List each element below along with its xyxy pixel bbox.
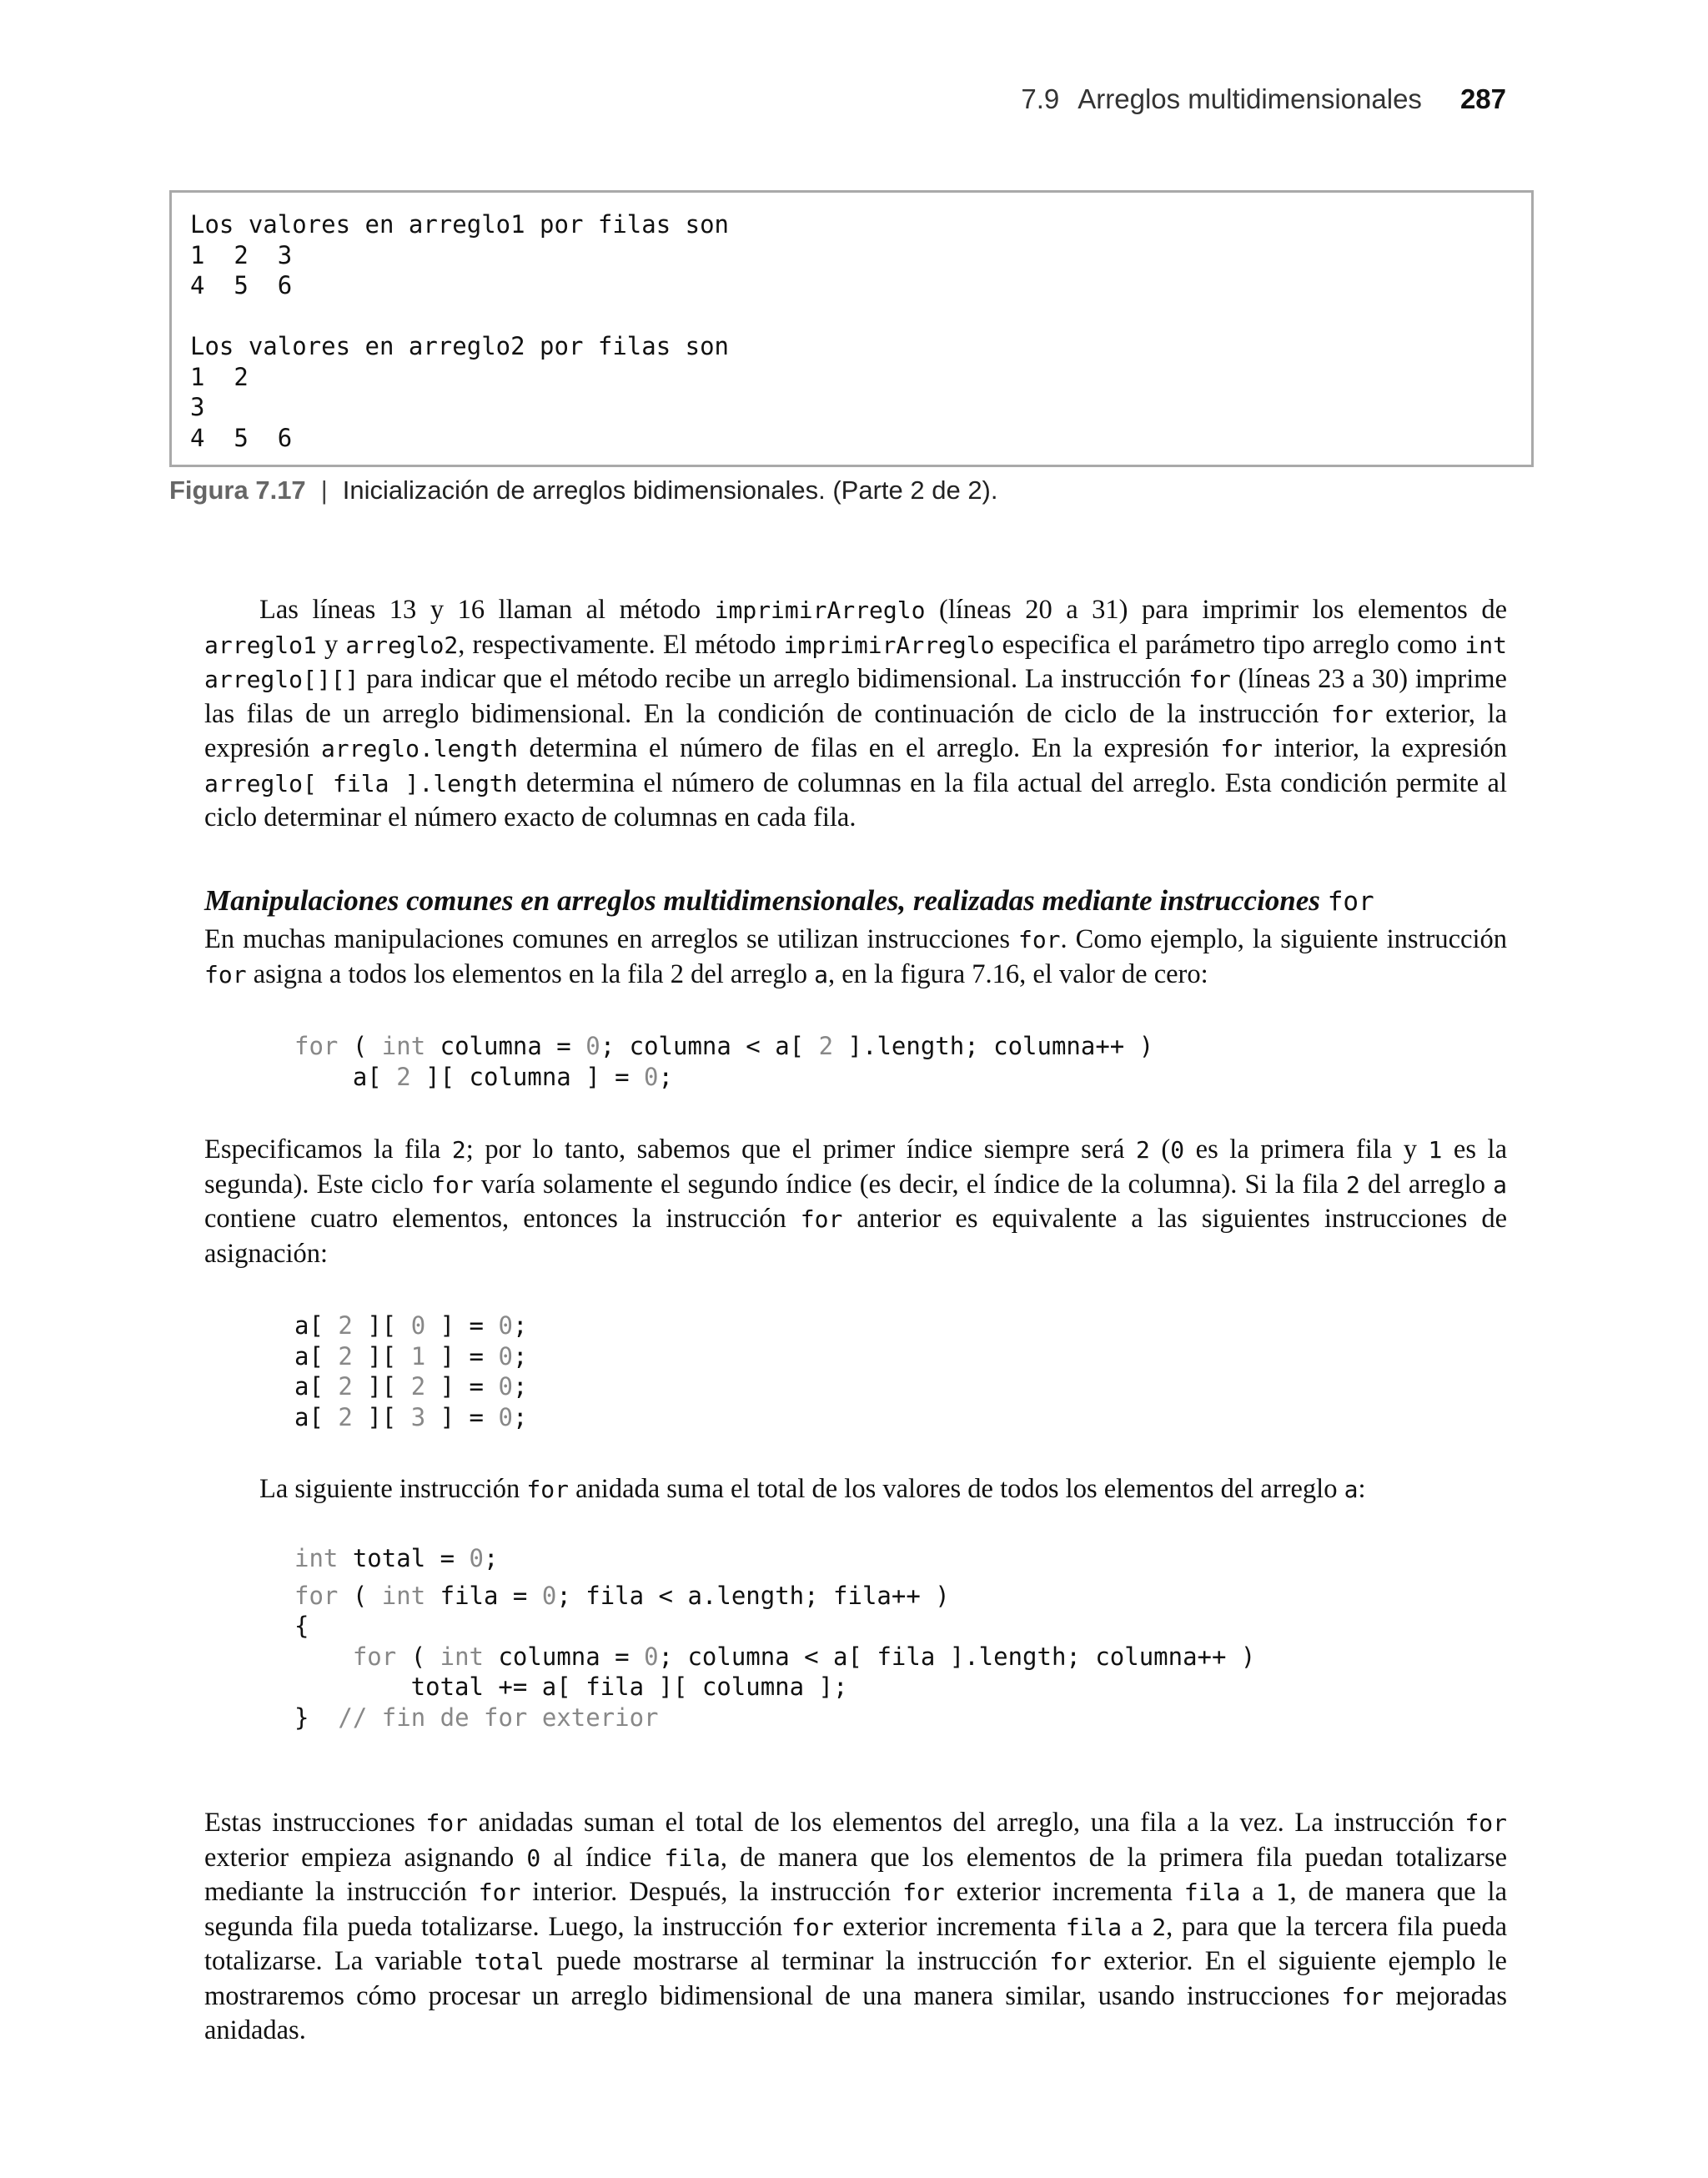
paragraph-3: Especificamos la fila 2; por lo tanto, sabemos que el primer índice siempre será 2 (0 es la primera fila y 1 es la segunda). Este ciclo for varía solamente el segundo índice (es decir, el índice de la columna). Si la fila 2 del arreglo a contiene cuatro elementos, entonces la instrucción for anterior es equivalente a las siguientes instrucciones de asignación:	[204, 1134, 1508, 1269]
code-block-3: int total = 0; for ( int fila = 0; fila < a.length; fila++ ) { for ( int columna = 0; columna < a[ fila ].length; columna++ ) total += a[ fila ][ columna ]; } // fin de for exterior	[294, 1544, 1256, 1732]
figure-label: Figura 7.17	[169, 475, 306, 505]
section-number: 7.9	[1021, 83, 1060, 114]
output-line: 1 2	[190, 362, 249, 391]
code-block-2: a[ 2 ][ 0 ] = 0; a[ 2 ][ 1 ] = 0; a[ 2 ][ 2 ] = 0; a[ 2 ][ 3 ] = 0;	[294, 1311, 528, 1431]
output-line: Los valores en arreglo2 por filas son	[190, 332, 730, 360]
paragraph-4: La siguiente instrucción for anidada suma el total de los valores de todos los elementos del arreglo a:	[259, 1474, 1366, 1504]
figure-caption	[169, 475, 998, 506]
paragraph-2: En muchas manipulaciones comunes en arreglos se utilizan instrucciones for. Como ejemplo, la siguiente instrucción for asigna a todos los elementos en la fila 2 del arreglo a, en la figura 7.16, el valor de cero:	[204, 924, 1507, 989]
section-subheading: Manipulaciones comunes en arreglos multidimensionales, realizadas mediante instrucciones for	[204, 884, 1374, 917]
caption-text: Inicialización de arreglos bidimensionales. (Parte 2 de 2).	[342, 475, 998, 505]
output-line: 1 2 3	[190, 240, 293, 269]
output-line: 3	[190, 393, 205, 421]
page-number: 287	[1459, 83, 1506, 114]
running-head	[1021, 83, 1506, 115]
section-title: Arreglos multidimensionales	[1078, 83, 1422, 114]
output-line: 4 5 6	[190, 271, 293, 299]
code-block-1: for ( int columna = 0; columna < a[ 2 ].length; columna++ ) a[ 2 ][ columna ] = 0;	[294, 1032, 1154, 1091]
paragraph-5: Estas instrucciones for anidadas suman el total de los elementos del arreglo, una fila a la vez. La instrucción for exterior empieza asignando 0 al índice fila, de manera que los elementos de la primera fila puedan totalizarse mediante la instrucción for interior. Después, la instrucción for exterior incrementa fila a 1, de manera que la segunda fila pueda totalizarse. Luego, la instrucción for exterior incrementa fila a 2, para que la tercera fila pueda totalizarse. La variable total puede mostrarse al terminar la instrucción for exterior. En el siguiente ejemplo le mostraremos cómo procesar un arreglo bidimensional de una manera similar, usando instrucciones for mejoradas anidadas.	[204, 1808, 1508, 2045]
output-line: Los valores en arreglo1 por filas son	[190, 210, 730, 239]
output-line: 4 5 6	[190, 423, 293, 452]
paragraph-1: Las líneas 13 y 16 llaman al método imprimirArreglo (líneas 20 a 31) para imprimir los elementos de arreglo1 y arreglo2, respectivamente. El método imprimirArreglo especifica el parámetro tipo arreglo como int arreglo[][] para indicar que el método recibe un arreglo bidimensional. La instrucción for (líneas 23 a 30) imprime las filas de un arreglo bidimensional. En la condición de continuación de ciclo de la instrucción for exterior, la expresión arreglo.length determina el número de filas en el arreglo. En la expresión for interior, la expresión arreglo[ fila ].length determina el número de columnas en la fila actual del arreglo. Esta condición permite al ciclo determinar el número exacto de columnas en cada fila.	[204, 595, 1507, 832]
caption-separator: |	[320, 475, 328, 505]
program-output	[190, 209, 729, 453]
program-output-box	[169, 190, 1534, 467]
